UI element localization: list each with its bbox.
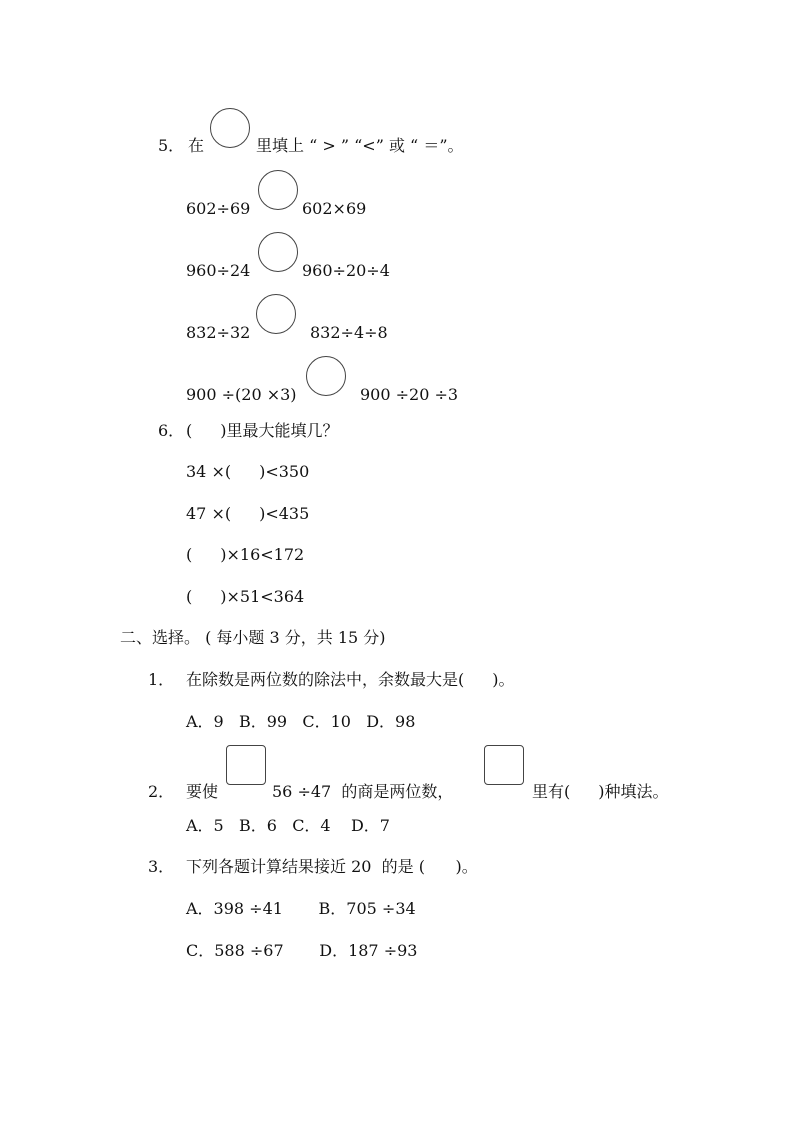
c1-number: 1． — [148, 670, 175, 689]
q6-row4: ( )×51<364 — [186, 587, 305, 606]
q6-number: 6． — [158, 421, 185, 440]
q5-row4-left: 900 ÷(20 ×3) — [186, 385, 297, 404]
q5-row1-left: 602÷69 — [186, 199, 251, 218]
c3-number: 3． — [148, 857, 175, 876]
q5-row4-right: 900 ÷20 ÷3 — [360, 385, 459, 404]
q5-text-pre: 在 — [188, 136, 205, 155]
q5-answer-circle-example — [210, 108, 250, 148]
q6-row1: 34 ×( )<350 — [186, 462, 310, 481]
c2-digit-box-ref — [484, 745, 524, 785]
q6-title: ( )里最大能填几？ — [186, 421, 339, 440]
section2-heading: 二、选择。 ( 每小题 3 分，共 15 分) — [120, 628, 386, 647]
q5-row1-answer-circle[interactable] — [258, 170, 298, 210]
q5-row3-answer-circle[interactable] — [256, 294, 296, 334]
c3-options-row2: C．588 ÷67 D．187 ÷93 — [186, 941, 418, 960]
q5-row4-answer-circle[interactable] — [306, 356, 346, 396]
c3-question: 下列各题计算结果接近 20 的是 ( )。 — [186, 857, 478, 876]
q5-row2-left: 960÷24 — [186, 261, 251, 280]
c2-text-b: 56 ÷47 的商是两位数， — [272, 782, 454, 801]
c2-digit-box[interactable] — [226, 745, 266, 785]
q6-row2: 47 ×( )<435 — [186, 504, 310, 523]
q5-row2-right: 960÷20÷4 — [302, 261, 390, 280]
c2-options: A．5 B．6 C．4 D．7 — [186, 816, 390, 835]
q5-row1-right: 602×69 — [302, 199, 367, 218]
c1-options: A．9 B．99 C．10 D．98 — [186, 712, 416, 731]
c1-question: 在除数是两位数的除法中，余数最大是( )。 — [186, 670, 515, 689]
q6-row3: ( )×16<172 — [186, 545, 305, 564]
c2-text-a: 要使 — [186, 782, 219, 801]
c2-text-cd: 里有( )种填法。 — [532, 782, 669, 801]
q5-number: 5． — [158, 136, 185, 155]
q5-text-post: 里填上 “ > ” “<” 或 “ ＝”。 — [256, 136, 464, 155]
c3-options-row1: A．398 ÷41 B．705 ÷34 — [186, 899, 416, 918]
q5-row2-answer-circle[interactable] — [258, 232, 298, 272]
c2-number: 2． — [148, 782, 175, 801]
q5-row3-left: 832÷32 — [186, 323, 251, 342]
q5-row3-right: 832÷4÷8 — [310, 323, 388, 342]
